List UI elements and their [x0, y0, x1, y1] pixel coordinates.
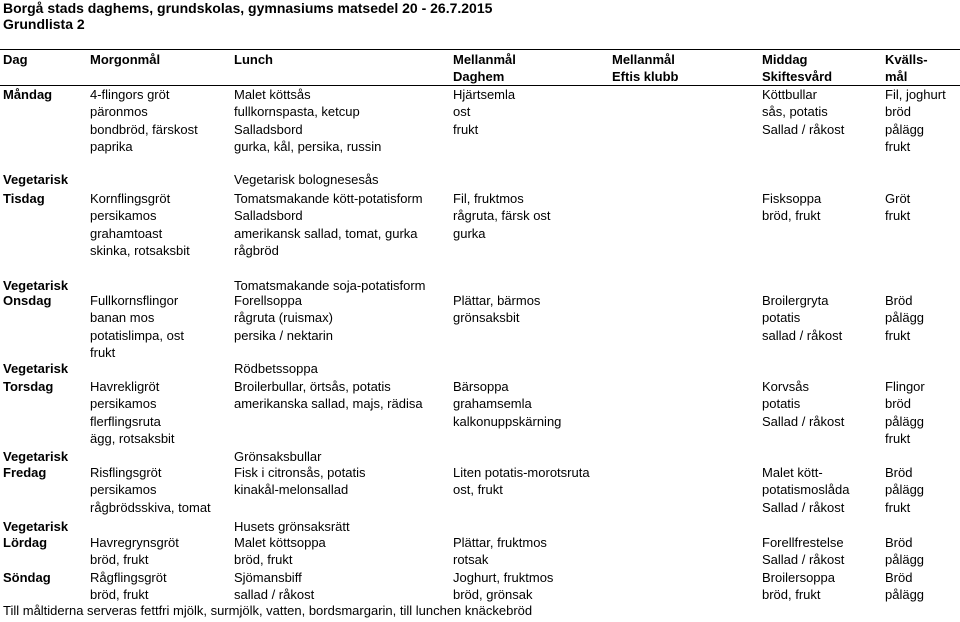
lunch-line: Malet köttsoppa [234, 535, 326, 550]
middag-line: Köttbullar [762, 87, 817, 102]
kvallsmal-line: bröd [885, 104, 912, 119]
kvallsmal-line: frukt [885, 208, 911, 223]
kvallsmal-line: pålägg [885, 122, 925, 137]
middag-line: potatis [762, 310, 801, 325]
kvallsmal-line: Bröd [885, 570, 913, 585]
daghem-line: kalkonuppskärning [453, 414, 562, 429]
lunch-line: sallad / råkost [234, 587, 315, 602]
daghem-line: grahamsemla [453, 396, 532, 411]
vegetarian-label: Vegetarisk [3, 361, 69, 376]
header-kvallsmal: Kvälls- [885, 52, 928, 67]
morgonmal-line: banan mos [90, 310, 155, 325]
vegetarian-label: Vegetarisk [3, 172, 69, 187]
kvallsmal-line: frukt [885, 431, 911, 446]
header-mellanmal-eftis: Mellanmål [612, 52, 675, 67]
middag-line: Malet kött- [762, 465, 823, 480]
morgonmal-line: paprika [90, 139, 133, 154]
lunch-line: kinakål-melonsallad [234, 482, 349, 497]
morgonmal-line: 4-flingors gröt [90, 87, 170, 102]
header-lunch: Lunch [234, 52, 273, 67]
vegetarian-label: Vegetarisk [3, 519, 69, 534]
middag-line: Forellfrestelse [762, 535, 844, 550]
header-top-rule [0, 49, 960, 50]
morgonmal-line: Havrekligröt [90, 379, 160, 394]
middag-line: Korvsås [762, 379, 809, 394]
morgonmal-line: flerflingsruta [90, 414, 161, 429]
daghem-line: Bärsoppa [453, 379, 509, 394]
lunch-line: Broilerbullar, örtsås, potatis [234, 379, 391, 394]
kvallsmal-line: Bröd [885, 465, 913, 480]
morgonmal-line: grahamtoast [90, 226, 163, 241]
daghem-line: bröd, grönsak [453, 587, 533, 602]
kvallsmal-line: pålägg [885, 310, 925, 325]
middag-line: sallad / råkost [762, 328, 843, 343]
kvallsmal-line: Fil, joghurt [885, 87, 946, 102]
day-name: Måndag [3, 87, 53, 102]
morgonmal-line: frukt [90, 345, 116, 360]
middag-line: sås, potatis [762, 104, 828, 119]
middag-line: Fisksoppa [762, 191, 822, 206]
lunch-line: persika / nektarin [234, 328, 333, 343]
vegetarian-dish: Vegetarisk bolognesesås [234, 172, 379, 187]
kvallsmal-line: frukt [885, 139, 911, 154]
middag-line: Sallad / råkost [762, 500, 845, 515]
kvallsmal-line: pålägg [885, 482, 925, 497]
daghem-line: Joghurt, fruktmos [453, 570, 554, 585]
vegetarian-label: Vegetarisk [3, 278, 69, 293]
header-mal: mål [885, 69, 908, 84]
lunch-line: fullkornspasta, ketcup [234, 104, 360, 119]
morgonmal-line: ägg, rotsaksbit [90, 431, 175, 446]
daghem-line: Fil, fruktmos [453, 191, 524, 206]
lunch-line: rågbröd [234, 243, 279, 258]
lunch-line: Sjömansbiff [234, 570, 302, 585]
kvallsmal-line: pålägg [885, 414, 925, 429]
lunch-line: Malet köttsås [234, 87, 311, 102]
morgonmal-line: Risflingsgröt [90, 465, 162, 480]
vegetarian-dish: Rödbetssoppa [234, 361, 318, 376]
daghem-line: gurka [453, 226, 486, 241]
kvallsmal-line: frukt [885, 500, 911, 515]
middag-line: potatis [762, 396, 801, 411]
daghem-line: rågruta, färsk ost [453, 208, 551, 223]
lunch-line: amerikansk sallad, tomat, gurka [234, 226, 418, 241]
daghem-line: Plättar, bärmos [453, 293, 541, 308]
morgonmal-line: Fullkornsflingor [90, 293, 179, 308]
day-name: Lördag [3, 535, 48, 550]
middag-line: Broilergryta [762, 293, 829, 308]
morgonmal-line: persikamos [90, 482, 157, 497]
lunch-line: Salladsbord [234, 122, 303, 137]
morgonmal-line: Kornflingsgröt [90, 191, 171, 206]
daghem-line: frukt [453, 122, 479, 137]
kvallsmal-line: pålägg [885, 552, 925, 567]
middag-line: Sallad / råkost [762, 414, 845, 429]
header-skiftesvard: Skiftesvård [762, 69, 833, 84]
lunch-line: bröd, frukt [234, 552, 293, 567]
vegetarian-dish: Husets grönsaksrätt [234, 519, 350, 534]
middag-line: bröd, frukt [762, 208, 821, 223]
header-mellanmal-daghem: Mellanmål [453, 52, 516, 67]
footer-note: Till måltiderna serveras fettfri mjölk, surmjölk, vatten, bordsmargarin, till lunchen knäckebröd [3, 603, 533, 618]
lunch-line: Salladsbord [234, 208, 303, 223]
daghem-line: ost [453, 104, 471, 119]
morgonmal-line: persikamos [90, 396, 157, 411]
document-title: Borgå stads daghems, grundskolas, gymnasiums matsedel 20 - 26.7.2015 [3, 0, 493, 16]
header-middag: Middag [762, 52, 808, 67]
morgonmal-line: Havregrynsgröt [90, 535, 179, 550]
morgonmal-line: bondbröd, färskost [90, 122, 198, 137]
kvallsmal-line: Bröd [885, 293, 913, 308]
middag-line: bröd, frukt [762, 587, 821, 602]
kvallsmal-line: Bröd [885, 535, 913, 550]
morgonmal-line: persikamos [90, 208, 157, 223]
morgonmal-line: päronmos [90, 104, 148, 119]
kvallsmal-line: bröd [885, 396, 912, 411]
daghem-line: Plättar, fruktmos [453, 535, 547, 550]
daghem-line: rotsak [453, 552, 489, 567]
vegetarian-label: Vegetarisk [3, 449, 69, 464]
vegetarian-dish: Grönsaksbullar [234, 449, 322, 464]
kvallsmal-line: pålägg [885, 587, 925, 602]
morgonmal-line: skinka, rotsaksbit [90, 243, 190, 258]
daghem-line: ost, frukt [453, 482, 503, 497]
lunch-line: Forellsoppa [234, 293, 302, 308]
daghem-line: grönsaksbit [453, 310, 520, 325]
day-name: Fredag [3, 465, 47, 480]
lunch-line: amerikanska sallad, majs, rädisa [234, 396, 423, 411]
morgonmal-line: potatislimpa, ost [90, 328, 184, 343]
header-morgonmal: Morgonmål [90, 52, 161, 67]
kvallsmal-line: frukt [885, 328, 911, 343]
morgonmal-line: bröd, frukt [90, 587, 149, 602]
day-name: Onsdag [3, 293, 52, 308]
middag-line: potatismoslåda [762, 482, 850, 497]
morgonmal-line: Rågflingsgröt [90, 570, 167, 585]
lunch-line: rågruta (ruismax) [234, 310, 333, 325]
lunch-line: gurka, kål, persika, russin [234, 139, 382, 154]
middag-line: Sallad / råkost [762, 552, 845, 567]
daghem-line: Hjärtsemla [453, 87, 516, 102]
morgonmal-line: rågbrödsskiva, tomat [90, 500, 211, 515]
header-daghem: Daghem [453, 69, 505, 84]
kvallsmal-line: Flingor [885, 379, 925, 394]
day-name: Tisdag [3, 191, 45, 206]
vegetarian-dish: Tomatsmakande soja-potatisform [234, 278, 426, 293]
day-name: Torsdag [3, 379, 54, 394]
middag-line: Broilersoppa [762, 570, 835, 585]
kvallsmal-line: Gröt [885, 191, 911, 206]
middag-line: Sallad / råkost [762, 122, 845, 137]
lunch-line: Fisk i citronsås, potatis [234, 465, 366, 480]
daghem-line: Liten potatis-morotsruta [453, 465, 590, 480]
header-eftis-klubb: Eftis klubb [612, 69, 679, 84]
morgonmal-line: bröd, frukt [90, 552, 149, 567]
header-dag: Dag [3, 52, 28, 67]
document-subtitle: Grundlista 2 [3, 16, 85, 32]
day-name: Söndag [3, 570, 51, 585]
lunch-line: Tomatsmakande kött-potatisform [234, 191, 423, 206]
